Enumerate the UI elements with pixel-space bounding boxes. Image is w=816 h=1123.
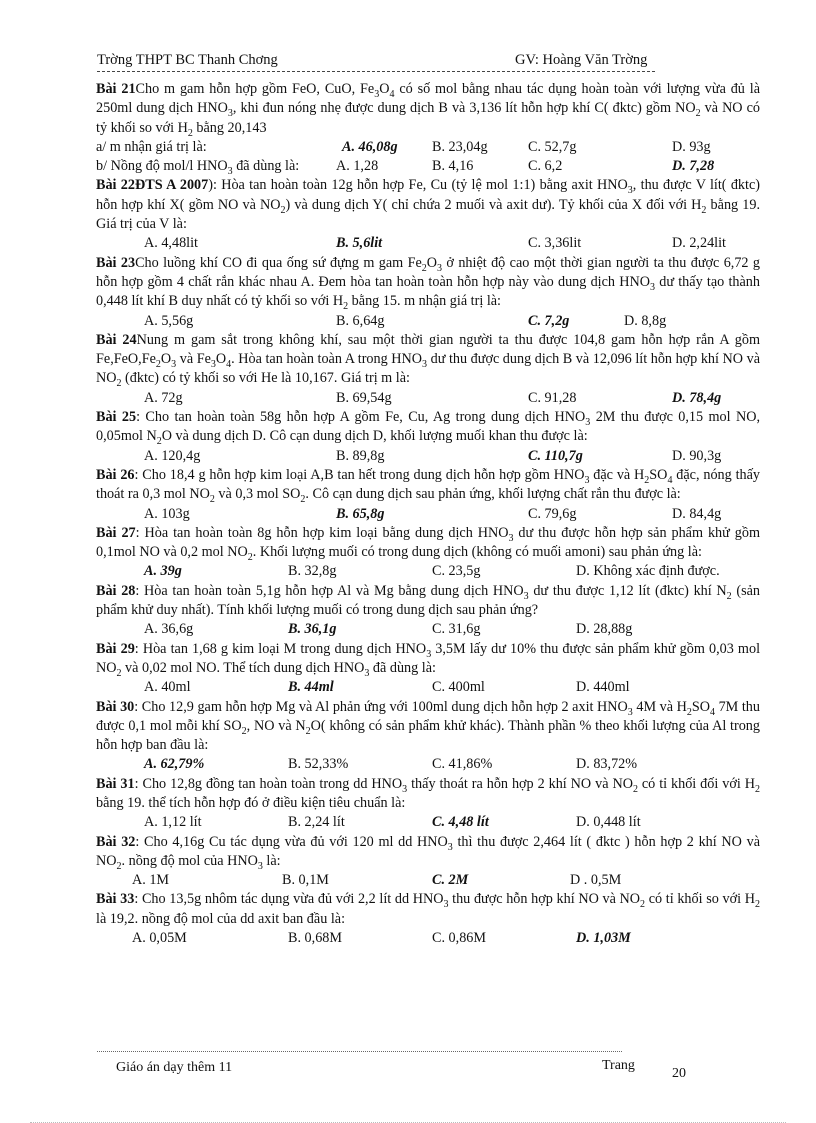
question-text: Bài 25: Cho tan hoàn toàn 58g hỗn hợp A gồm Fe, Cu, Ag trong dung dịch $HNO_3$ 2M thu được 0,15 mol NO, 0,05mol $N_2O$ và dung dịch D. Cô cạn dung dịch D, khối lượng muối khan thu được là: xyxy=(96,409,760,448)
answer-option: A. 39g xyxy=(144,563,182,580)
answer-option: A. 4,48lit xyxy=(144,235,198,252)
answer-option: C. 52,7g xyxy=(528,138,577,155)
answer-options xyxy=(96,389,760,408)
answer-option: B. 32,8g xyxy=(288,563,337,580)
answer-option: C. 41,86% xyxy=(432,756,493,773)
answer-options xyxy=(96,929,760,948)
answer-option: B. 0,68M xyxy=(288,930,342,947)
answer-option: A. 0,05M xyxy=(132,930,187,947)
answer-option: D. Không xác định được. xyxy=(576,563,720,580)
question-text: Bài 21Cho m gam hỗn hợp gồm FeO, CuO, $Fe_3O_4$ có số mol bằng nhau tác dụng hoàn toàn với lượng vừa đủ là 250ml dung dịch $HNO_3$, khi đun nóng nhẹ được dung dịch B và 3,136 lít hỗn hợp khí C( đktc) gồm $NO_2$ và NO có tỷ khối so với $H_2$ bằng 20,143 xyxy=(96,81,761,139)
answer-option: A. 103g xyxy=(144,505,190,522)
footer-divider xyxy=(97,1051,622,1052)
question-text: Bài 30: Cho 12,9 gam hỗn hợp Mg và Al phản ứng với 100ml dung dịch hỗn hợp 2 axit $HNO_3$ 4M và $H_2SO_4$ 7M thu được 0,1 mol mỗi khí $SO_2$, NO và $N_2O$( không có sản phẩm khử khác). Thành phần % theo khối lượng của Al trong hỗn hợp ban đầu là: xyxy=(96,698,760,754)
question-text: Bài 28: Hòa tan hoàn toàn 5,1g hỗn hợp Al và Mg bằng dung dịch $HNO_3$ dư thu được 1,12 lít (đktc) khí $N_2$ (sản phẩm khử duy nhất). Tính khối lượng muối có trong dung dịch sau phản ứng? xyxy=(96,582,761,619)
answer-option: a/ m nhận giá trị là: xyxy=(96,138,207,155)
answer-option: C. 7,2g xyxy=(528,312,570,329)
answer-option: C. 400ml xyxy=(432,679,485,696)
answer-option: b/ Nồng độ mol/l $HNO_3$ đã dùng là: xyxy=(96,158,300,178)
question-text: Bài 27: Hòa tan hoàn toàn 8g hỗn hợp kim loại bằng dung dịch $HNO_3$ dư thu được hỗn hợp sản phẩm khử gồm 0,1mol NO và 0,2 mol $NO_2$. Khối lượng muối có trong dung dịch (không có muối amoni) sau phản ứng là: xyxy=(96,524,761,563)
answer-option: B. 52,33% xyxy=(288,756,349,773)
answer-options xyxy=(96,312,760,331)
answer-options xyxy=(96,447,760,466)
question-list xyxy=(96,80,760,948)
question-text: Bài 26: Cho 18,4 g hỗn hợp kim loại A,B tan hết trong dung dịch hỗn hợp gồm $HNO_3$ đặc và $H_2SO_4$ đặc, nóng thấy thoát ra 0,3 mol $NO_2$ và 0,3 mol $SO_2$. Cô cạn dung dịch sau phản ứng, khối lượng chất rắn thu được là: xyxy=(96,466,760,506)
answer-option: C. 2M xyxy=(432,872,469,889)
answer-options xyxy=(96,505,760,524)
answer-option: D. 7,28 xyxy=(672,158,715,175)
answer-options xyxy=(96,562,760,581)
header-school: Trờng THPT BC Thanh Chơng xyxy=(97,52,278,68)
answer-option: B. 2,24 lít xyxy=(288,814,345,831)
question-text: Bài 29: Hòa tan 1,68 g kim loại M trong dung dịch $HNO_3$ 3,5M lấy dư 10% thu được sản phẩm khử gồm 0,03 mol $NO_2$ và 0,02 mol NO. Thể tích dung dịch $HNO_3$ đã dùng là: xyxy=(96,640,761,679)
answer-option: A. 40ml xyxy=(144,679,191,696)
answer-option: D. 440ml xyxy=(576,679,630,696)
answer-option: B. 36,1g xyxy=(288,621,337,638)
answer-option: D. 93g xyxy=(672,138,711,155)
answer-option: C. 110,7g xyxy=(528,447,583,464)
answer-option: A. 5,56g xyxy=(144,312,194,329)
answer-option: A. 1M xyxy=(132,872,170,889)
question-text: Bài 23Cho luồng khí CO đi qua ống sứ đựng m gam $Fe_2O_3$ ở nhiệt độ cao một thời gian người ta thu được 6,72 g hỗn hợp gồm 4 chất rắn khác nhau A. Đem hòa tan hoàn toàn hỗn hợp này vào dung dịch $HNO_3$ dư thấy tạo thành 0,448 lít khí B duy nhất có tỷ khối so với $H_2$ bằng 15. m nhận giá trị là: xyxy=(96,254,761,313)
page-number: 20 xyxy=(672,1066,686,1081)
answer-option: A. 62,79% xyxy=(144,756,205,773)
answer-option: C. 4,48 lít xyxy=(432,814,489,831)
header-teacher: GV: Hoàng Văn Trờng xyxy=(515,52,648,68)
question-text: Bài 32: Cho 4,16g Cu tác dụng vừa đủ với 120 ml dd $HNO_3$ thì thu được 2,464 lít ( đktc ) hỗn hợp 2 khí NO và $NO_2$. nồng độ mol của $HNO_3$ là: xyxy=(96,833,760,872)
answer-option: A. 1,28 xyxy=(336,158,379,175)
question-text: Bài 24Nung m gam sắt trong không khí, sau một thời gian người ta thu được 104,8 gam hỗn hợp rắn A gồm $Fe,FeO,Fe_2O_3$ và $Fe_3O_4$. Hòa tan hoàn toàn A trong $HNO_3$ dư thu được dung dịch B và 12,096 lít hỗn hợp khí NO và $NO_2$ (đktc) có tỷ khối so với He là 10,167. Giá trị m là: xyxy=(96,331,760,390)
footer-title: Giáo án dạy thêm 11 xyxy=(116,1060,233,1075)
answer-option: D. 83,72% xyxy=(576,756,638,773)
answer-option: B. 65,8g xyxy=(336,505,385,522)
answer-option: A. 72g xyxy=(144,389,183,406)
answer-options xyxy=(96,157,760,176)
answer-options xyxy=(96,234,760,253)
answer-options xyxy=(96,813,760,832)
answer-option: D . 0,5M xyxy=(570,872,622,889)
question-text: Bài 22ĐTS A 2007): Hòa tan hoàn toàn 12g hỗn hợp Fe, Cu (tỷ lệ mol 1:1) bằng axit $HNO_3$, thu được V lít( đktc) hỗn hợp khí X( gồm NO và $NO_2$) và dung dịch Y( chỉ chứa 2 muối và axit dư). Tỷ khối của X đối với $H_2$ bằng 19. Giá trị của V là: xyxy=(96,177,760,233)
footer-page-label: Trang xyxy=(602,1058,635,1073)
answer-option: A. 120,4g xyxy=(144,447,201,464)
answer-option: B. 0,1M xyxy=(282,872,329,889)
answer-option: D. 2,24lit xyxy=(672,235,726,252)
answer-option: C. 79,6g xyxy=(528,505,577,522)
question-text: Bài 31: Cho 12,8g đồng tan hoàn toàn trong dd $HNO_3$ thấy thoát ra hỗn hợp 2 khí NO và $NO_2$ có tỉ khối đối với $H_2$ bằng 19. thể tích hỗn hợp đó ở điều kiện tiêu chuẩn là: xyxy=(96,775,760,811)
answer-option: D. 28,88g xyxy=(576,621,633,638)
answer-options xyxy=(96,678,760,697)
answer-option: B. 44ml xyxy=(288,679,334,696)
answer-option: D. 90,3g xyxy=(672,447,722,464)
answer-option: C. 6,2 xyxy=(528,158,563,175)
answer-option: C. 3,36lit xyxy=(528,235,582,252)
answer-option: A. 1,12 lít xyxy=(144,814,202,831)
answer-option: B. 6,64g xyxy=(336,312,385,329)
answer-option: A. 36,6g xyxy=(144,621,194,638)
answer-options xyxy=(96,138,760,157)
answer-option: B. 69,54g xyxy=(336,389,392,406)
question-text: Bài 33: Cho 13,5g nhôm tác dụng vừa đủ với 2,2 lít dd $HNO_3$ thu được hỗn hợp khí NO và $NO_2$ có tỉ khối so với $H_2$ là 19,2. nồng độ mol của dd axit ban đầu là: xyxy=(96,891,760,927)
answer-option: B. 4,16 xyxy=(432,158,474,175)
answer-option: B. 89,8g xyxy=(336,447,385,464)
answer-option: D. 1,03M xyxy=(576,930,631,947)
answer-option: A. 46,08g xyxy=(342,138,398,155)
answer-option: B. 5,6lit xyxy=(336,235,383,252)
answer-options xyxy=(96,871,760,890)
answer-option: C. 91,28 xyxy=(528,389,577,406)
answer-option: B. 23,04g xyxy=(432,138,488,155)
answer-option: C. 31,6g xyxy=(432,621,481,638)
answer-option: C. 23,5g xyxy=(432,563,481,580)
answer-option: D. 0,448 lít xyxy=(576,814,641,831)
header-divider xyxy=(97,71,655,72)
answer-option: D. 8,8g xyxy=(624,312,667,329)
answer-option: C. 0,86M xyxy=(432,930,486,947)
answer-options xyxy=(96,620,760,639)
answer-option: D. 78,4g xyxy=(672,389,722,406)
answer-option: D. 84,4g xyxy=(672,505,722,522)
answer-options xyxy=(96,755,760,774)
